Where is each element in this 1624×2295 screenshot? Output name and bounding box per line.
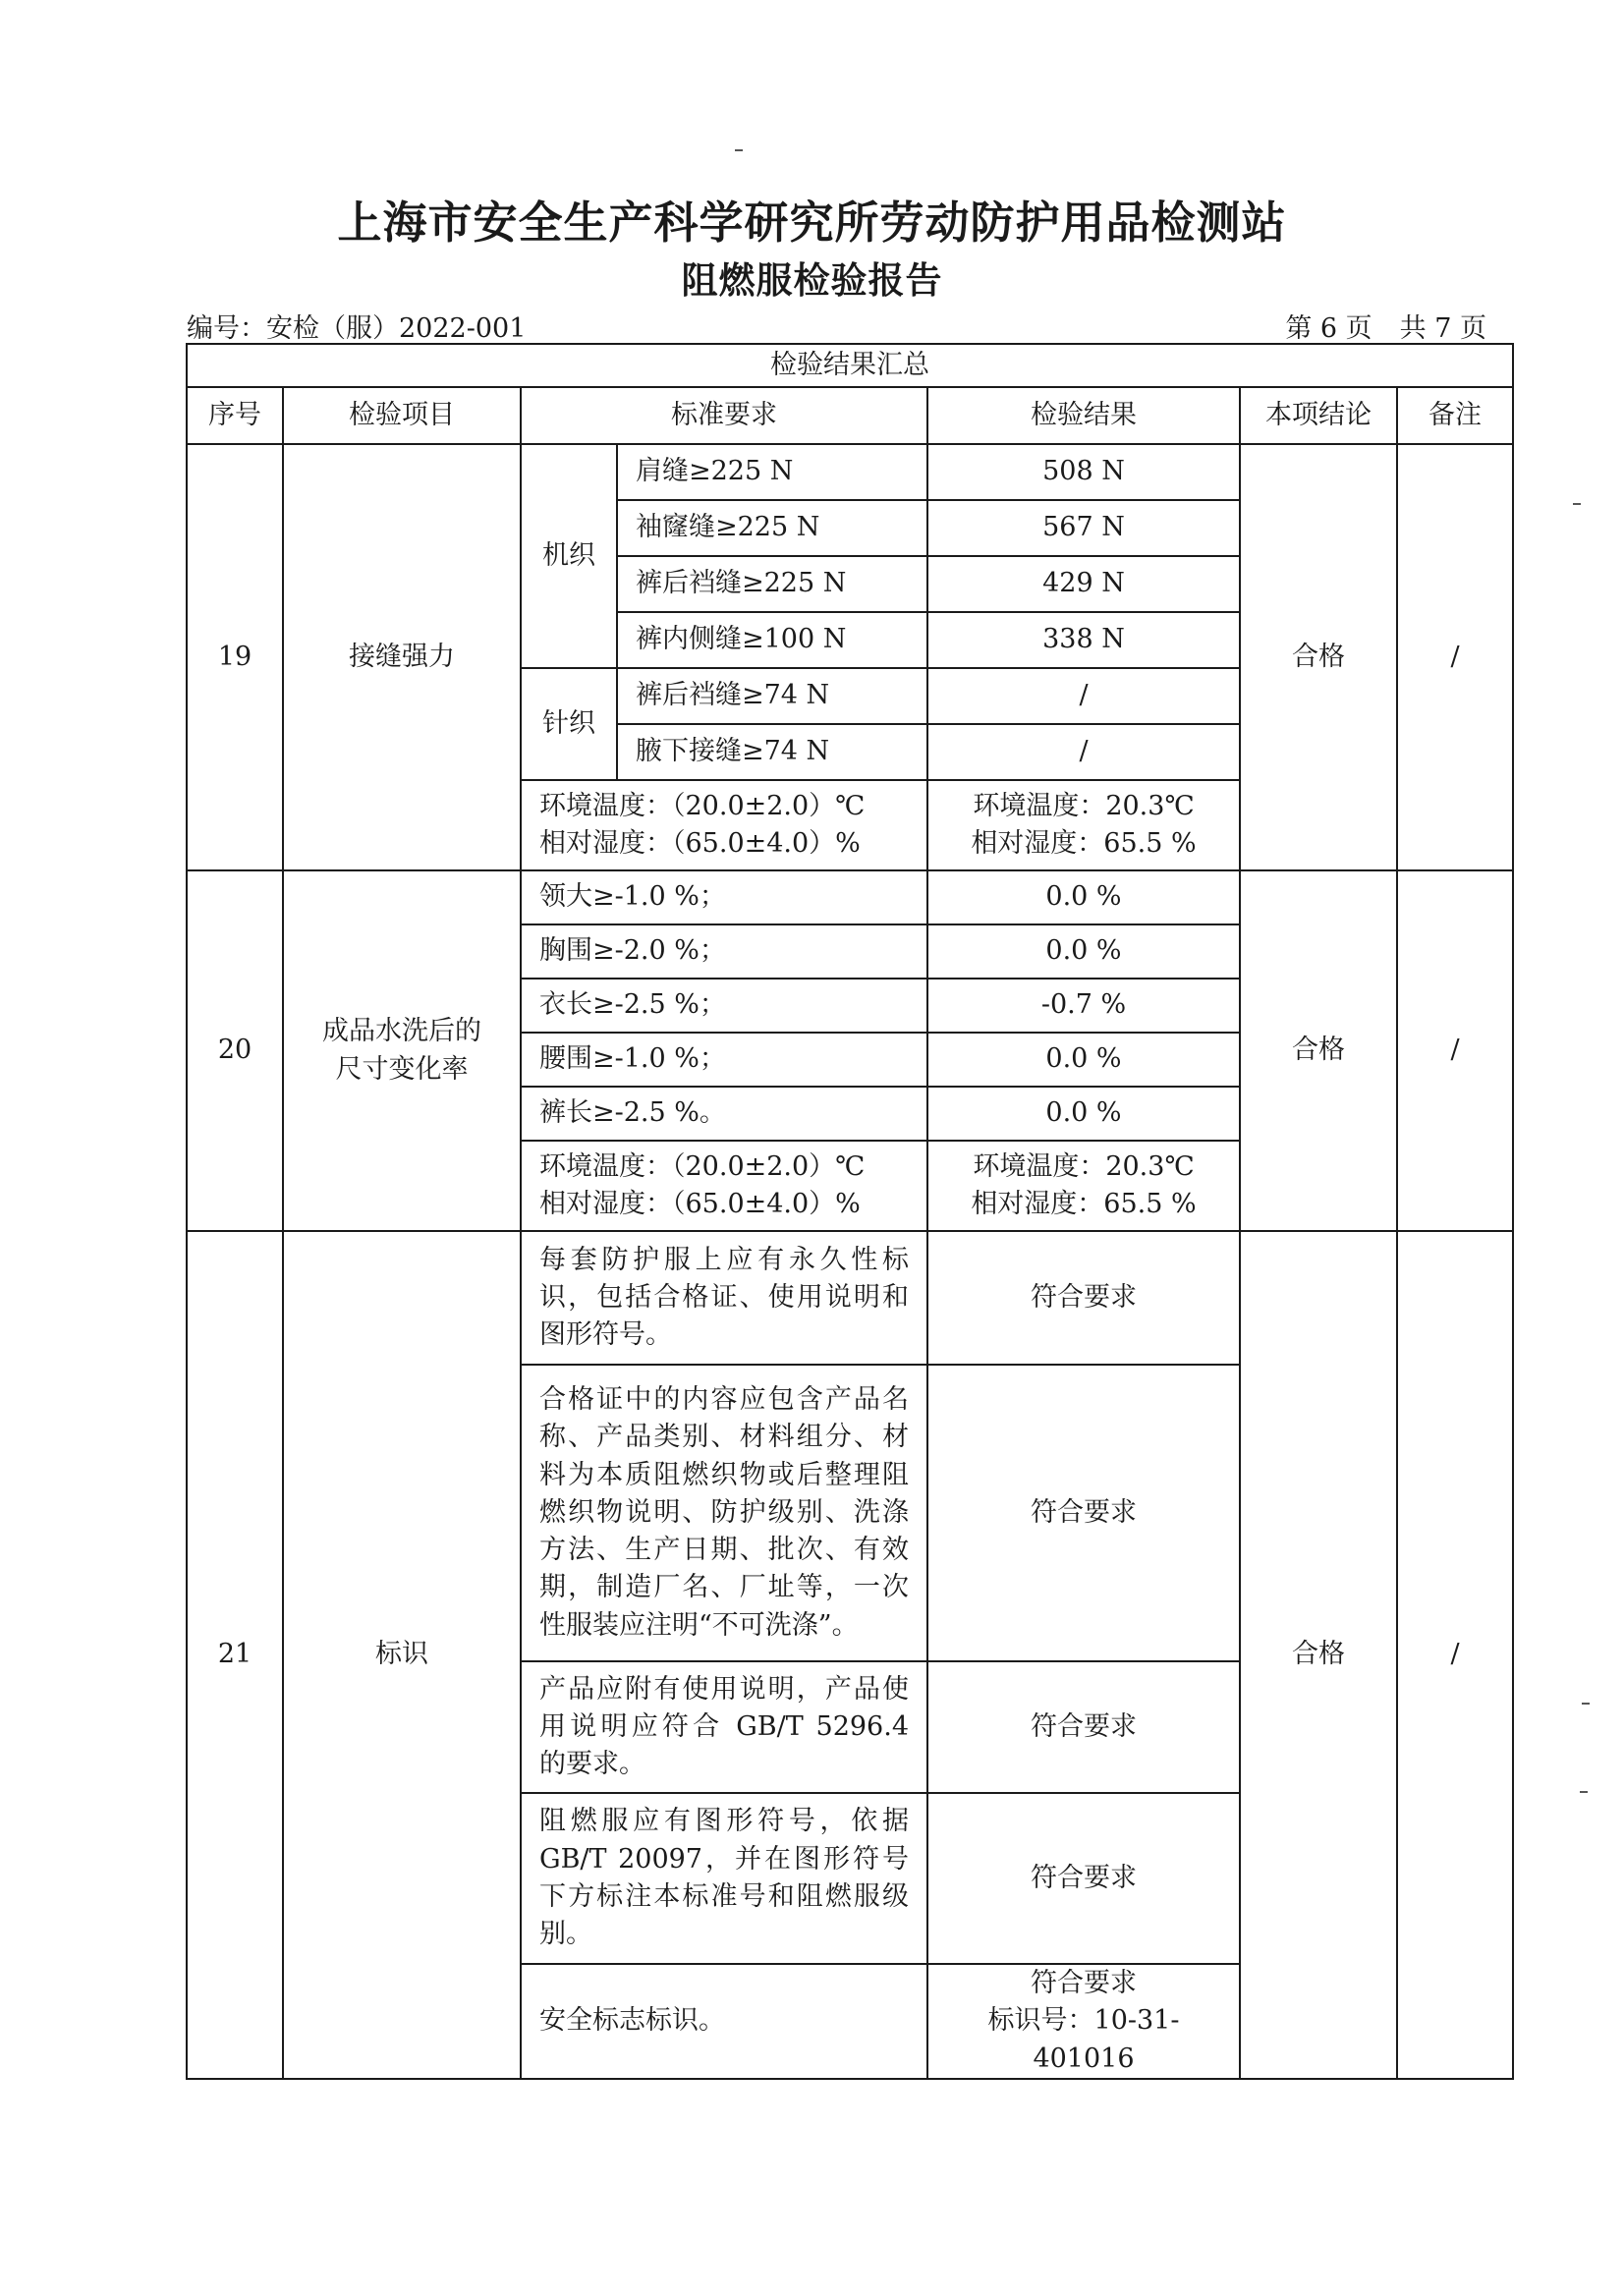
requirement-cell: 裤后裆缝≥74 N [617, 668, 927, 724]
table-row [187, 870, 1513, 924]
item-name: 标识 [283, 1231, 521, 2079]
result-cell: 338 N [927, 612, 1240, 668]
result-cell: -0.7 % [927, 979, 1240, 1033]
requirement-cell: 每套防护服上应有永久性标识，包括合格证、使用说明和图形符号。 [521, 1231, 927, 1365]
scan-speck [1580, 1791, 1588, 1793]
requirement-cell: 阻燃服应有图形符号，依据 GB/T 20097，并在图形符号下方标注本标准号和阻燃服级别。 [521, 1793, 927, 1964]
scan-speck [735, 149, 743, 151]
scan-speck [1582, 1703, 1590, 1705]
col-header-item: 检验项目 [283, 387, 521, 444]
conclusion-cell: 合格 [1240, 870, 1397, 1231]
requirement-cell: 安全标志标识。 [521, 1964, 927, 2079]
col-header-requirement: 标准要求 [521, 387, 927, 444]
env-requirement-cell [521, 1141, 927, 1231]
requirement-cell: 领大≥-1.0 %； [521, 870, 927, 924]
result-cell [927, 1964, 1240, 2079]
requirement-cell: 腰围≥-1.0 %； [521, 1033, 927, 1087]
conclusion-cell: 合格 [1240, 444, 1397, 870]
item-number: 19 [187, 444, 283, 870]
requirement-cell: 产品应附有使用说明，产品使用说明应符合 GB/T 5296.4 的要求。 [521, 1661, 927, 1793]
remark-cell: / [1397, 1231, 1513, 2079]
header-row [187, 387, 1513, 444]
section-title-row [187, 344, 1513, 387]
requirement-cell: 腋下接缝≥74 N [617, 724, 927, 780]
requirement-cell: 衣长≥-2.5 %； [521, 979, 927, 1033]
env-req-temp: 环境温度：（20.0±2.0）℃ [539, 1150, 866, 1182]
requirement-cell: 裤长≥-2.5 %。 [521, 1087, 927, 1141]
result-cell: 符合要求 [927, 1365, 1240, 1661]
remark-cell: / [1397, 444, 1513, 870]
result-cell: 符合要求 [927, 1661, 1240, 1793]
page-current: 第 6 页 [1285, 313, 1372, 344]
result-cell: 符合要求 [927, 1231, 1240, 1365]
result-cell: / [927, 668, 1240, 724]
requirement-cell: 合格证中的内容应包含产品名称、产品类别、材料组分、材料为本质阻燃织物或后整理阻燃织物说明、防护级别、洗涤方法、生产日期、批次、有效期，制造厂名、厂址等，一次性服装应注明“不可洗涤”。 [521, 1365, 927, 1661]
mark-number: 标识号：10-31-401016 [987, 2005, 1180, 2074]
requirement-cell: 肩缝≥225 N [617, 444, 927, 500]
knitted-label: 针织 [521, 668, 617, 780]
result-cell: 429 N [927, 556, 1240, 612]
report-title: 阻燃服检验报告 [681, 259, 943, 302]
remark-cell: / [1397, 870, 1513, 1231]
item-number: 21 [187, 1231, 283, 2079]
result-cell: 567 N [927, 500, 1240, 556]
env-result-cell [927, 780, 1240, 870]
col-header-remark: 备注 [1397, 387, 1513, 444]
result-cell: 0.0 % [927, 870, 1240, 924]
col-header-result: 检验结果 [927, 387, 1240, 444]
item-name-line: 尺寸变化率 [335, 1053, 469, 1085]
result-cell: 0.0 % [927, 924, 1240, 979]
item-number: 20 [187, 870, 283, 1231]
section-title: 检验结果汇总 [187, 344, 1513, 387]
env-req-humidity: 相对湿度：（65.0±4.0）% [539, 828, 861, 859]
col-header-no: 序号 [187, 387, 283, 444]
table-row [187, 444, 1513, 500]
item-name-line: 成品水洗后的 [322, 1016, 481, 1047]
env-req-temp: 环境温度：（20.0±2.0）℃ [539, 790, 866, 821]
result-cell: 0.0 % [927, 1087, 1240, 1141]
result-line: 符合要求 [1031, 1968, 1137, 1998]
col-header-conclusion: 本项结论 [1240, 387, 1397, 444]
woven-label: 机织 [521, 444, 617, 668]
env-requirement-cell [521, 780, 927, 870]
env-result-cell [927, 1141, 1240, 1231]
results-summary-table [186, 343, 1514, 2080]
item-name: 接缝强力 [283, 444, 521, 870]
table-row [187, 1231, 1513, 1365]
result-cell: / [927, 724, 1240, 780]
result-cell: 508 N [927, 444, 1240, 500]
page-indicator [1285, 307, 1486, 345]
env-res-temp: 环境温度：20.3℃ [973, 790, 1195, 821]
env-res-humidity: 相对湿度：65.5 % [971, 1189, 1197, 1219]
page-total: 共 7 页 [1399, 313, 1486, 344]
conclusion-cell: 合格 [1240, 1231, 1397, 2079]
item-name [283, 870, 521, 1231]
scan-speck [1573, 503, 1581, 505]
requirement-cell: 裤内侧缝≥100 N [617, 612, 927, 668]
result-cell: 符合要求 [927, 1793, 1240, 1964]
requirement-cell: 胸围≥-2.0 %； [521, 924, 927, 979]
requirement-cell: 裤后裆缝≥225 N [617, 556, 927, 612]
requirement-cell: 袖窿缝≥225 N [617, 500, 927, 556]
env-res-temp: 环境温度：20.3℃ [973, 1150, 1195, 1182]
result-cell: 0.0 % [927, 1033, 1240, 1087]
env-req-humidity: 相对湿度：（65.0±4.0）% [539, 1189, 861, 1219]
organization-title: 上海市安全生产科学研究所劳动防护用品检测站 [337, 196, 1287, 249]
report-number: 编号：安检（服）2022-001 [187, 313, 527, 344]
env-res-humidity: 相对湿度：65.5 % [971, 828, 1197, 859]
